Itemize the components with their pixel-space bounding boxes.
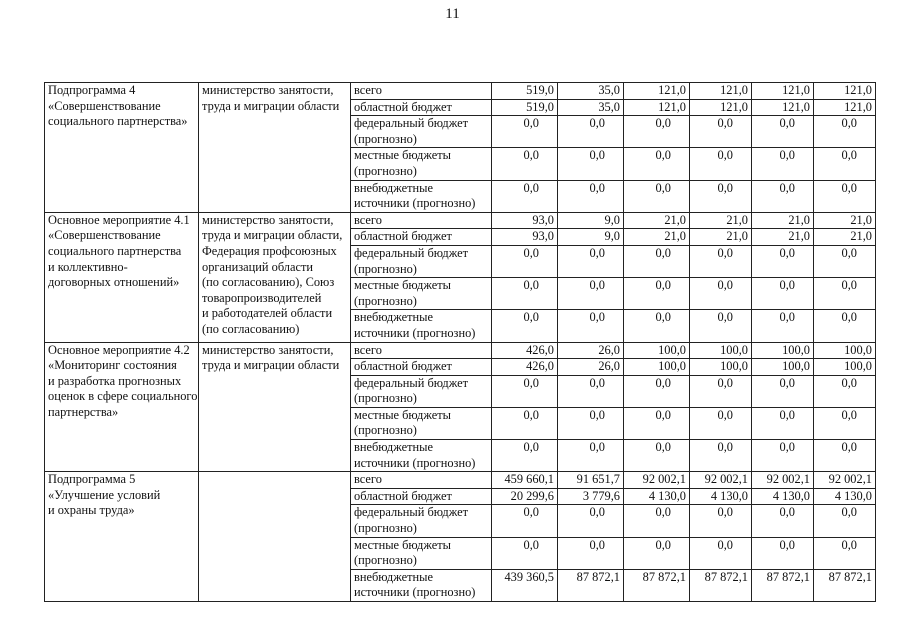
table-row <box>45 472 876 489</box>
table-row <box>45 212 876 229</box>
amount-cell: 0,0 <box>558 245 624 277</box>
amount-cell: 21,0 <box>752 212 814 229</box>
amount-cell: 20 299,6 <box>492 488 558 505</box>
funding-source-cell <box>351 148 492 180</box>
amount-cell: 0,0 <box>624 148 690 180</box>
amount-cell: 100,0 <box>624 342 690 359</box>
amount-cell: 0,0 <box>558 505 624 537</box>
funding-source-line: федеральный бюджет <box>354 245 469 260</box>
amount-cell: 91 651,7 <box>558 472 624 489</box>
amount-cell: 92 002,1 <box>624 472 690 489</box>
funding-source-cell <box>351 407 492 439</box>
amount-cell: 87 872,1 <box>690 569 752 601</box>
funding-source-line: областной бюджет <box>354 229 452 244</box>
executor-line: министерство занятости, <box>202 83 334 97</box>
funding-source-line: (прогнозно) <box>354 391 417 406</box>
executor-line: труда и миграции области, <box>202 228 343 243</box>
funding-source-cell <box>351 310 492 342</box>
amount-cell: 21,0 <box>690 212 752 229</box>
funding-source-line: (прогнозно) <box>354 521 417 536</box>
funding-source-line: всего <box>354 342 382 357</box>
amount-cell: 0,0 <box>558 537 624 569</box>
amount-cell: 0,0 <box>690 537 752 569</box>
funding-source-line: всего <box>354 212 382 227</box>
amount-cell: 0,0 <box>752 116 814 148</box>
amount-cell: 0,0 <box>624 407 690 439</box>
amount-cell: 3 779,6 <box>558 488 624 505</box>
funding-source-line: областной бюджет <box>354 99 452 114</box>
amount-cell: 21,0 <box>814 229 876 246</box>
funding-source-line: (прогнозно) <box>354 293 417 308</box>
program-name-line: Основное мероприятие 4.2 <box>48 342 190 357</box>
amount-cell: 93,0 <box>492 229 558 246</box>
funding-source-line: областной бюджет <box>354 359 452 374</box>
table-row <box>45 83 876 100</box>
amount-cell: 0,0 <box>690 310 752 342</box>
program-name-line: «Мониторинг состояния <box>48 358 177 373</box>
amount-cell: 0,0 <box>492 148 558 180</box>
amount-cell: 0,0 <box>624 537 690 569</box>
amount-cell: 121,0 <box>690 83 752 100</box>
amount-cell: 0,0 <box>752 440 814 472</box>
executor-line: (по согласованию) <box>202 321 300 336</box>
amount-cell: 0,0 <box>814 440 876 472</box>
amount-cell: 0,0 <box>814 407 876 439</box>
amount-cell: 0,0 <box>558 180 624 212</box>
funding-source-line: источники (прогнозно) <box>354 196 476 211</box>
amount-cell: 0,0 <box>814 180 876 212</box>
funding-source-line: внебюджетные <box>354 310 433 325</box>
amount-cell: 87 872,1 <box>752 569 814 601</box>
amount-cell: 0,0 <box>492 407 558 439</box>
amount-cell: 100,0 <box>814 342 876 359</box>
amount-cell: 0,0 <box>624 310 690 342</box>
amount-cell: 100,0 <box>624 359 690 376</box>
amount-cell: 121,0 <box>624 99 690 116</box>
amount-cell: 0,0 <box>492 505 558 537</box>
amount-cell: 121,0 <box>814 99 876 116</box>
amount-cell: 121,0 <box>690 99 752 116</box>
funding-source-cell <box>351 472 492 489</box>
amount-cell: 0,0 <box>690 505 752 537</box>
amount-cell: 0,0 <box>492 245 558 277</box>
amount-cell: 0,0 <box>492 180 558 212</box>
amount-cell: 21,0 <box>624 229 690 246</box>
amount-cell: 0,0 <box>492 537 558 569</box>
amount-cell: 0,0 <box>558 407 624 439</box>
program-name-line: договорных отношений» <box>48 275 180 290</box>
funding-source-cell <box>351 116 492 148</box>
amount-cell: 0,0 <box>814 278 876 310</box>
amount-cell: 21,0 <box>624 212 690 229</box>
amount-cell: 0,0 <box>814 148 876 180</box>
amount-cell: 0,0 <box>814 116 876 148</box>
funding-source-line: всего <box>354 472 382 487</box>
amount-cell: 0,0 <box>752 245 814 277</box>
amount-cell: 0,0 <box>492 278 558 310</box>
amount-cell: 0,0 <box>814 310 876 342</box>
funding-source-cell <box>351 359 492 376</box>
amount-cell: 0,0 <box>558 310 624 342</box>
funding-source-cell <box>351 375 492 407</box>
amount-cell: 87 872,1 <box>814 569 876 601</box>
budget-table <box>44 82 876 602</box>
amount-cell: 426,0 <box>492 359 558 376</box>
amount-cell: 0,0 <box>690 407 752 439</box>
amount-cell: 121,0 <box>752 83 814 100</box>
funding-source-line: внебюджетные <box>354 440 433 455</box>
amount-cell: 4 130,0 <box>814 488 876 505</box>
amount-cell: 87 872,1 <box>624 569 690 601</box>
amount-cell: 0,0 <box>558 278 624 310</box>
amount-cell: 93,0 <box>492 212 558 229</box>
executor-line: и работодателей области <box>202 306 333 321</box>
amount-cell: 0,0 <box>624 505 690 537</box>
program-name-line: «Улучшение условий <box>48 487 161 502</box>
amount-cell: 21,0 <box>814 212 876 229</box>
amount-cell: 0,0 <box>814 505 876 537</box>
amount-cell: 87 872,1 <box>558 569 624 601</box>
amount-cell: 0,0 <box>624 278 690 310</box>
amount-cell: 4 130,0 <box>624 488 690 505</box>
amount-cell: 519,0 <box>492 83 558 100</box>
amount-cell: 0,0 <box>558 148 624 180</box>
amount-cell: 0,0 <box>624 180 690 212</box>
funding-source-line: источники (прогнозно) <box>354 585 476 600</box>
amount-cell: 0,0 <box>690 148 752 180</box>
program-name-cell <box>45 342 199 472</box>
funding-source-line: источники (прогнозно) <box>354 455 476 470</box>
amount-cell: 9,0 <box>558 212 624 229</box>
page-number: 11 <box>445 6 460 22</box>
amount-cell: 459 660,1 <box>492 472 558 489</box>
program-name-line: социального партнерства <box>48 243 182 258</box>
funding-source-line: всего <box>354 83 382 97</box>
funding-source-cell <box>351 229 492 246</box>
program-name-line: «Совершенствование <box>48 228 161 243</box>
amount-cell: 0,0 <box>690 375 752 407</box>
executor-cell <box>199 472 351 602</box>
amount-cell: 439 360,5 <box>492 569 558 601</box>
funding-source-cell <box>351 278 492 310</box>
amount-cell: 0,0 <box>752 375 814 407</box>
amount-cell: 4 130,0 <box>752 488 814 505</box>
funding-source-cell <box>351 488 492 505</box>
amount-cell: 0,0 <box>690 180 752 212</box>
executor-line: Федерация профсоюзных <box>202 243 337 258</box>
amount-cell: 0,0 <box>558 440 624 472</box>
funding-source-line: местные бюджеты <box>354 278 451 293</box>
amount-cell: 0,0 <box>752 278 814 310</box>
program-name-cell <box>45 83 199 213</box>
amount-cell: 121,0 <box>624 83 690 100</box>
amount-cell: 0,0 <box>624 375 690 407</box>
amount-cell: 0,0 <box>752 537 814 569</box>
amount-cell: 0,0 <box>690 116 752 148</box>
amount-cell: 100,0 <box>752 342 814 359</box>
amount-cell: 0,0 <box>752 148 814 180</box>
funding-source-cell <box>351 440 492 472</box>
amount-cell: 26,0 <box>558 359 624 376</box>
amount-cell: 0,0 <box>752 310 814 342</box>
amount-cell: 426,0 <box>492 342 558 359</box>
program-name-line: и разработка прогнозных <box>48 373 182 388</box>
funding-source-line: внебюджетные <box>354 569 433 584</box>
executor-line: министерство занятости, <box>202 342 334 357</box>
program-name-line: и коллективно- <box>48 259 128 274</box>
program-name-line: партнерства» <box>48 404 119 419</box>
funding-source-line: областной бюджет <box>354 488 452 503</box>
funding-source-line: (прогнозно) <box>354 423 417 438</box>
funding-source-cell <box>351 342 492 359</box>
amount-cell: 0,0 <box>492 440 558 472</box>
funding-source-line: (прогнозно) <box>354 261 417 276</box>
amount-cell: 100,0 <box>690 342 752 359</box>
amount-cell: 0,0 <box>752 180 814 212</box>
amount-cell: 92 002,1 <box>814 472 876 489</box>
funding-source-line: федеральный бюджет <box>354 375 469 390</box>
funding-source-line: внебюджетные <box>354 180 433 195</box>
funding-source-cell <box>351 180 492 212</box>
funding-source-cell <box>351 245 492 277</box>
amount-cell: 0,0 <box>492 310 558 342</box>
executor-cell <box>199 342 351 472</box>
amount-cell: 4 130,0 <box>690 488 752 505</box>
executor-cell <box>199 83 351 213</box>
amount-cell: 26,0 <box>558 342 624 359</box>
funding-source-cell <box>351 99 492 116</box>
amount-cell: 0,0 <box>814 375 876 407</box>
table-row <box>45 342 876 359</box>
funding-source-line: (прогнозно) <box>354 163 417 178</box>
program-name-cell <box>45 472 199 602</box>
amount-cell: 0,0 <box>752 407 814 439</box>
amount-cell: 0,0 <box>492 375 558 407</box>
amount-cell: 35,0 <box>558 99 624 116</box>
executor-line: (по согласованию), Союз <box>202 275 335 290</box>
program-name-cell <box>45 212 199 342</box>
funding-source-line: местные бюджеты <box>354 407 451 422</box>
amount-cell: 0,0 <box>814 537 876 569</box>
program-name-line: и охраны труда» <box>48 503 135 518</box>
amount-cell: 92 002,1 <box>690 472 752 489</box>
amount-cell: 9,0 <box>558 229 624 246</box>
program-name-line: Основное мероприятие 4.1 <box>48 212 190 227</box>
funding-source-line: местные бюджеты <box>354 148 451 163</box>
amount-cell: 519,0 <box>492 99 558 116</box>
executor-cell <box>199 212 351 342</box>
program-name-line: оценок в сфере социального <box>48 389 198 404</box>
executor-line: министерство занятости, <box>202 212 334 227</box>
funding-source-cell <box>351 83 492 100</box>
funding-source-cell <box>351 505 492 537</box>
program-name-line: Подпрограмма 5 <box>48 472 136 487</box>
funding-source-cell <box>351 537 492 569</box>
amount-cell: 0,0 <box>558 116 624 148</box>
program-name-line: социального партнерства» <box>48 114 188 129</box>
amount-cell: 0,0 <box>558 375 624 407</box>
amount-cell: 0,0 <box>690 245 752 277</box>
amount-cell: 21,0 <box>752 229 814 246</box>
amount-cell: 0,0 <box>624 245 690 277</box>
program-name-line: «Совершенствование <box>48 98 161 113</box>
amount-cell: 100,0 <box>752 359 814 376</box>
funding-source-line: источники (прогнозно) <box>354 325 476 340</box>
amount-cell: 0,0 <box>814 245 876 277</box>
program-name-line: Подпрограмма 4 <box>48 83 136 97</box>
executor-line: товаропроизводителей <box>202 290 322 305</box>
amount-cell: 21,0 <box>690 229 752 246</box>
executor-line: труда и миграции области <box>202 98 340 113</box>
amount-cell: 0,0 <box>690 440 752 472</box>
funding-source-line: (прогнозно) <box>354 131 417 146</box>
amount-cell: 100,0 <box>814 359 876 376</box>
amount-cell: 0,0 <box>752 505 814 537</box>
funding-source-line: местные бюджеты <box>354 537 451 552</box>
amount-cell: 0,0 <box>690 278 752 310</box>
amount-cell: 92 002,1 <box>752 472 814 489</box>
amount-cell: 0,0 <box>624 440 690 472</box>
amount-cell: 0,0 <box>624 116 690 148</box>
funding-source-line: федеральный бюджет <box>354 116 469 131</box>
amount-cell: 0,0 <box>492 116 558 148</box>
amount-cell: 121,0 <box>814 83 876 100</box>
funding-source-line: (прогнозно) <box>354 553 417 568</box>
executor-line: организаций области <box>202 259 314 274</box>
funding-source-line: федеральный бюджет <box>354 505 469 520</box>
amount-cell: 35,0 <box>558 83 624 100</box>
funding-source-cell <box>351 212 492 229</box>
funding-source-cell <box>351 569 492 601</box>
amount-cell: 100,0 <box>690 359 752 376</box>
executor-line: труда и миграции области <box>202 358 340 373</box>
amount-cell: 121,0 <box>752 99 814 116</box>
